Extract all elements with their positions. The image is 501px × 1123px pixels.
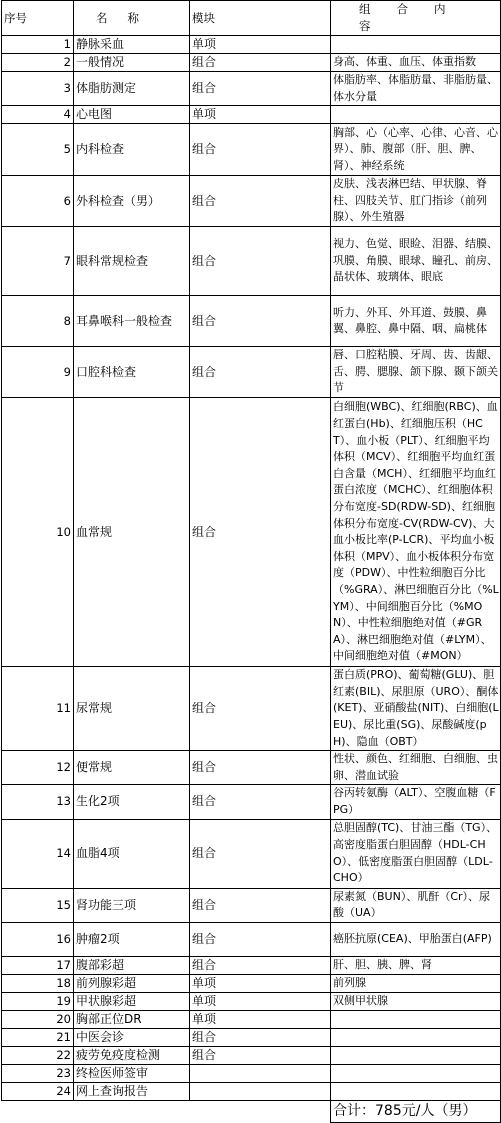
item-name: 口腔科检查 bbox=[74, 347, 190, 398]
item-name: 心电图 bbox=[74, 106, 190, 124]
combination-content: 总胆固醇(TC)、甘油三酯（TG）、高密度脂蛋白胆固醇（HDL-CHO）、低密度脂蛋白胆固醇（LDL-CHO） bbox=[331, 819, 501, 888]
summary-row bbox=[2, 1100, 501, 1122]
row-number: 3 bbox=[2, 72, 74, 106]
table-row bbox=[2, 922, 501, 956]
combination-content: 胸部、心（心率、心律、心音、心界）、肺、腹部（肝、胆、脾、肾）、神经系统 bbox=[331, 124, 501, 176]
module-type: 组合 bbox=[190, 1046, 331, 1064]
combination-content: 体脂肪率、体脂肪量、非脂肪量、体水分量 bbox=[331, 72, 501, 106]
table-row bbox=[2, 667, 501, 751]
item-name: 尿常规 bbox=[74, 667, 190, 751]
module-type: 组合 bbox=[190, 296, 331, 347]
combination-content: 双侧甲状腺 bbox=[331, 992, 501, 1010]
row-number: 2 bbox=[2, 54, 74, 72]
item-name: 外科检查（男） bbox=[74, 176, 190, 227]
combination-content: 白细胞(WBC)、红细胞(RBC)、血红蛋白(Hb)、红细胞压积（HCT）、血小板（PLT）、红细胞平均体积（MCV）、红细胞平均血红蛋白含量（MCH）、红细胞平均血红蛋白浓度（MCHC）、红细胞体积分布宽度-SD(RDW-SD)、红细胞体积分布宽度-CV(RDW-CV)、大血小板比率(P-LCR)、平均血小板体积（MPV）、血小板体积分布宽度（PDW）、中性粒细胞百分比（%GRA）、淋巴细胞百分比（%LYM）、中间细胞百分比（%MON）、中性粒细胞绝对值（#GRA）、淋巴细胞绝对值（#LYM）、中间细胞绝对值（#MON） bbox=[331, 398, 501, 667]
item-name: 终检医师签审 bbox=[74, 1064, 190, 1082]
row-number: 19 bbox=[2, 992, 74, 1010]
module-type: 组合 bbox=[190, 819, 331, 888]
module-type: 组合 bbox=[190, 124, 331, 176]
row-number: 16 bbox=[2, 922, 74, 956]
table-row bbox=[2, 819, 501, 888]
item-name: 网上查询报告 bbox=[74, 1082, 190, 1100]
combination-content: 蛋白质(PRO)、葡萄糖(GLU)、胆红素(BIL)、尿胆原（URO）、酮体(KET)、亚硝酸盐(NIT)、白细胞(LEU)、尿比重(SG)、尿酸碱度(pH)、隐血（OBT） bbox=[331, 667, 501, 751]
table-row bbox=[2, 72, 501, 106]
module-type: 组合 bbox=[190, 227, 331, 296]
header-row bbox=[2, 1, 501, 36]
summary-blank bbox=[2, 1100, 74, 1122]
combination-content: 谷丙转氨酶（ALT）、空腹血糖（FPG） bbox=[331, 785, 501, 819]
item-name: 静脉采血 bbox=[74, 36, 190, 54]
combination-content bbox=[331, 106, 501, 124]
item-name: 血脂4项 bbox=[74, 819, 190, 888]
table-row bbox=[2, 296, 501, 347]
table-row bbox=[2, 1010, 501, 1028]
header-type: 模块 bbox=[190, 1, 331, 36]
item-name: 中医会诊 bbox=[74, 1028, 190, 1046]
summary-blank bbox=[74, 1100, 190, 1122]
item-name: 眼科常规检查 bbox=[74, 227, 190, 296]
combination-content: 肝、胆、胰、脾、肾 bbox=[331, 956, 501, 974]
combination-content: 唇、口腔粘膜、牙周、齿、齿龈、舌、腭、腮腺、颌下腺、颞下颌关节 bbox=[331, 347, 501, 398]
row-number: 5 bbox=[2, 124, 74, 176]
row-number: 4 bbox=[2, 106, 74, 124]
combination-content bbox=[331, 1010, 501, 1028]
row-number: 15 bbox=[2, 888, 74, 922]
table-row bbox=[2, 974, 501, 992]
table-row bbox=[2, 106, 501, 124]
item-name: 耳鼻喉科一般检查 bbox=[74, 296, 190, 347]
module-type: 组合 bbox=[190, 667, 331, 751]
table-row bbox=[2, 956, 501, 974]
row-number: 1 bbox=[2, 36, 74, 54]
module-type bbox=[190, 1082, 331, 1100]
module-type: 组合 bbox=[190, 1028, 331, 1046]
module-type: 组合 bbox=[190, 956, 331, 974]
module-type: 组合 bbox=[190, 72, 331, 106]
row-number: 22 bbox=[2, 1046, 74, 1064]
module-type: 组合 bbox=[190, 176, 331, 227]
item-name: 肿瘤2项 bbox=[74, 922, 190, 956]
module-type: 组合 bbox=[190, 888, 331, 922]
item-name: 体脂肪测定 bbox=[74, 72, 190, 106]
module-type: 组合 bbox=[190, 54, 331, 72]
row-number: 24 bbox=[2, 1082, 74, 1100]
row-number: 20 bbox=[2, 1010, 74, 1028]
combination-content: 尿素氮（BUN）、肌酐（Cr）、尿酸（UA） bbox=[331, 888, 501, 922]
combination-content: 性状、颜色、红细胞、白细胞、虫卵、潜血试验 bbox=[331, 751, 501, 785]
combination-content: 视力、色觉、眼睑、泪器、结膜、巩膜、角膜、眼球、瞳孔、前房、晶状体、玻璃体、眼底 bbox=[331, 227, 501, 296]
table-row bbox=[2, 347, 501, 398]
table-row bbox=[2, 176, 501, 227]
header-content: 组合内容 bbox=[331, 1, 501, 36]
item-name: 便常规 bbox=[74, 751, 190, 785]
total-price: 合计：785元/人（男） bbox=[331, 1100, 501, 1122]
table-row bbox=[2, 124, 501, 176]
combination-content bbox=[331, 36, 501, 54]
combination-content bbox=[331, 1082, 501, 1100]
table-row bbox=[2, 36, 501, 54]
item-name: 腹部彩超 bbox=[74, 956, 190, 974]
header-name: 名称 bbox=[74, 1, 190, 36]
table-row bbox=[2, 1082, 501, 1100]
summary-blank bbox=[190, 1100, 331, 1122]
module-type: 单项 bbox=[190, 992, 331, 1010]
module-type: 组合 bbox=[190, 922, 331, 956]
combination-content bbox=[331, 1064, 501, 1082]
row-number: 11 bbox=[2, 667, 74, 751]
checkup-package-table bbox=[1, 0, 501, 1123]
combination-content: 癌胚抗原(CEA)、甲胎蛋白(AFP) bbox=[331, 922, 501, 956]
header-no: 序号 bbox=[2, 1, 74, 36]
row-number: 13 bbox=[2, 785, 74, 819]
combination-content: 身高、体重、血压、体重指数 bbox=[331, 54, 501, 72]
module-type: 单项 bbox=[190, 1010, 331, 1028]
row-number: 7 bbox=[2, 227, 74, 296]
module-type: 单项 bbox=[190, 974, 331, 992]
module-type: 组合 bbox=[190, 785, 331, 819]
item-name: 前列腺彩超 bbox=[74, 974, 190, 992]
table-row bbox=[2, 1064, 501, 1082]
item-name: 胸部正位DR bbox=[74, 1010, 190, 1028]
item-name: 肾功能三项 bbox=[74, 888, 190, 922]
table-row bbox=[2, 227, 501, 296]
item-name: 内科检查 bbox=[74, 124, 190, 176]
item-name: 甲状腺彩超 bbox=[74, 992, 190, 1010]
row-number: 14 bbox=[2, 819, 74, 888]
row-number: 23 bbox=[2, 1064, 74, 1082]
module-type: 组合 bbox=[190, 398, 331, 667]
item-name: 生化2项 bbox=[74, 785, 190, 819]
table-row bbox=[2, 54, 501, 72]
table-row bbox=[2, 398, 501, 667]
item-name: 疲劳免疫度检测 bbox=[74, 1046, 190, 1064]
table-row bbox=[2, 785, 501, 819]
module-type: 组合 bbox=[190, 347, 331, 398]
table-body bbox=[2, 36, 501, 1123]
row-number: 12 bbox=[2, 751, 74, 785]
row-number: 10 bbox=[2, 398, 74, 667]
combination-content: 听力、外耳、外耳道、鼓膜、鼻翼、鼻腔、鼻中隔、咽、扁桃体 bbox=[331, 296, 501, 347]
row-number: 8 bbox=[2, 296, 74, 347]
table-row bbox=[2, 888, 501, 922]
row-number: 9 bbox=[2, 347, 74, 398]
row-number: 17 bbox=[2, 956, 74, 974]
table-row bbox=[2, 751, 501, 785]
table-row bbox=[2, 1028, 501, 1046]
item-name: 一般情况 bbox=[74, 54, 190, 72]
table-row bbox=[2, 1046, 501, 1064]
row-number: 21 bbox=[2, 1028, 74, 1046]
combination-content: 皮肤、浅表淋巴结、甲状腺、脊柱、四肢关节、肛门指诊（前列腺）、外生殖器 bbox=[331, 176, 501, 227]
combination-content bbox=[331, 1028, 501, 1046]
module-type: 组合 bbox=[190, 751, 331, 785]
item-name: 血常规 bbox=[74, 398, 190, 667]
table-row bbox=[2, 992, 501, 1010]
module-type bbox=[190, 1064, 331, 1082]
combination-content bbox=[331, 1046, 501, 1064]
combination-content: 前列腺 bbox=[331, 974, 501, 992]
row-number: 18 bbox=[2, 974, 74, 992]
module-type: 单项 bbox=[190, 106, 331, 124]
module-type: 单项 bbox=[190, 36, 331, 54]
row-number: 6 bbox=[2, 176, 74, 227]
